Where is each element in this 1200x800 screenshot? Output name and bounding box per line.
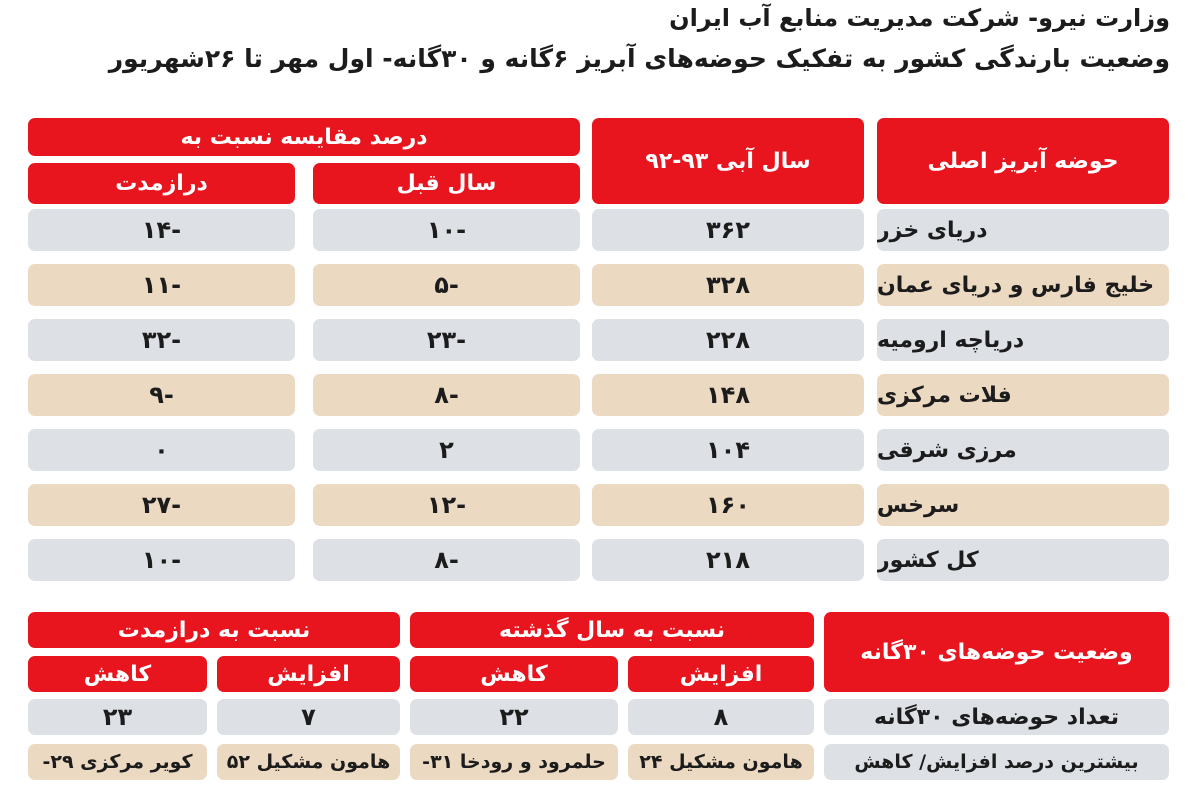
header-long-decrease: کاهش bbox=[28, 656, 207, 692]
header-water-year: سال آبی ۹۳-۹۲ bbox=[592, 118, 864, 204]
prev-year-percent: ۲ bbox=[313, 429, 580, 471]
water-year-value: ۱۴۸ bbox=[592, 374, 864, 416]
basin-name: فلات مرکزی bbox=[877, 374, 1169, 416]
water-year-value: ۱۶۰ bbox=[592, 484, 864, 526]
header-long-term: درازمدت bbox=[28, 163, 295, 204]
long-term-percent: -۳۲ bbox=[28, 319, 295, 361]
max-last-decrease: حلمرود و رودخا ۳۱- bbox=[410, 744, 618, 780]
prev-year-percent: -۸ bbox=[313, 539, 580, 581]
count-last-decrease: ۲۲ bbox=[410, 699, 618, 735]
prev-year-percent: -۸ bbox=[313, 374, 580, 416]
title-main: وضعیت بارندگی کشور به تفکیک حوضه‌های آبریز ۶گانه و ۳۰گانه- اول مهر تا ۲۶شهریور bbox=[108, 44, 1170, 73]
header-basin: حوضه آبریز اصلی bbox=[877, 118, 1169, 204]
count-last-increase: ۸ bbox=[628, 699, 814, 735]
prev-year-percent: -۲۳ bbox=[313, 319, 580, 361]
water-year-value: ۳۶۲ bbox=[592, 209, 864, 251]
max-last-increase: هامون مشکیل ۲۴ bbox=[628, 744, 814, 780]
header-comparison-group: درصد مقایسه نسبت به bbox=[28, 118, 580, 156]
header-last-decrease: کاهش bbox=[410, 656, 618, 692]
prev-year-percent: -۵ bbox=[313, 264, 580, 306]
header-last-increase: افزایش bbox=[628, 656, 814, 692]
header-vs-long-term: نسبت به درازمدت bbox=[28, 612, 400, 648]
basin-name: سرخس bbox=[877, 484, 1169, 526]
max-long-increase: هامون مشکیل ۵۲ bbox=[217, 744, 400, 780]
row-label-count: تعداد حوضه‌های ۳۰گانه bbox=[824, 699, 1169, 735]
long-term-percent: -۲۷ bbox=[28, 484, 295, 526]
long-term-percent: -۱۱ bbox=[28, 264, 295, 306]
header-30-basins-status: وضعیت حوضه‌های ۳۰گانه bbox=[824, 612, 1169, 692]
prev-year-percent: -۱۲ bbox=[313, 484, 580, 526]
basin-name: مرزی شرقی bbox=[877, 429, 1169, 471]
long-term-percent: -۱۴ bbox=[28, 209, 295, 251]
basin-name: دریای خزر bbox=[877, 209, 1169, 251]
row-label-max: بیشترین درصد افزایش/ کاهش bbox=[824, 744, 1169, 780]
water-year-value: ۲۲۸ bbox=[592, 319, 864, 361]
header-long-increase: افزایش bbox=[217, 656, 400, 692]
basin-name: کل کشور bbox=[877, 539, 1169, 581]
water-year-value: ۳۲۸ bbox=[592, 264, 864, 306]
basin-name: دریاچه ارومیه bbox=[877, 319, 1169, 361]
water-year-value: ۱۰۴ bbox=[592, 429, 864, 471]
header-previous-year: سال قبل bbox=[313, 163, 580, 204]
basin-name: خلیج فارس و دریای عمان bbox=[877, 264, 1169, 306]
max-long-decrease: کویر مرکزی ۲۹- bbox=[28, 744, 207, 780]
long-term-percent: -۱۰ bbox=[28, 539, 295, 581]
water-year-value: ۲۱۸ bbox=[592, 539, 864, 581]
header-vs-last-year: نسبت به سال گذشته bbox=[410, 612, 814, 648]
long-term-percent: ۰ bbox=[28, 429, 295, 471]
long-term-percent: -۹ bbox=[28, 374, 295, 416]
count-long-increase: ۷ bbox=[217, 699, 400, 735]
title-ministry: وزارت نیرو- شرکت مدیریت منابع آب ایران bbox=[669, 4, 1170, 32]
count-long-decrease: ۲۳ bbox=[28, 699, 207, 735]
prev-year-percent: -۱۰ bbox=[313, 209, 580, 251]
